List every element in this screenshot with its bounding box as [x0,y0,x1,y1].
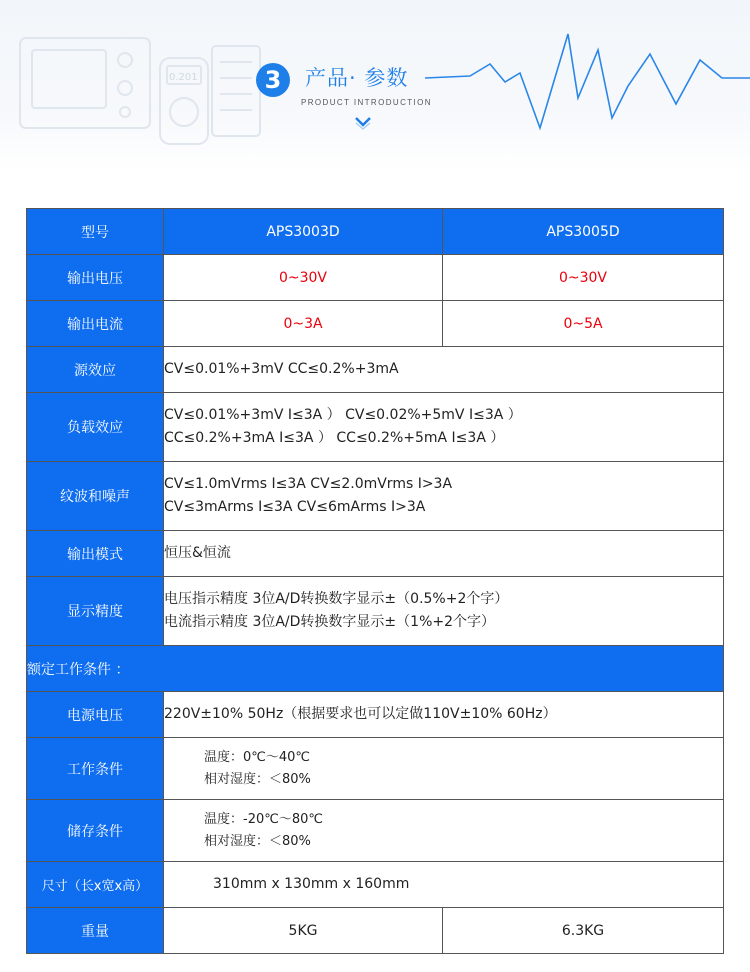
row-label: 显示精度 [27,577,164,646]
output-current-value: 0~3A [164,301,443,347]
ripple-noise-line: CV≤3mArms I≤3A CV≤6mArms I>3A [164,499,426,515]
table-row-rated-conditions [27,646,724,692]
row-label: 重量 [27,908,164,954]
table-row-weight [27,908,724,954]
load-effect-line: CV≤0.01%+3mV I≤3A ） CV≤0.02%+5mV I≤3A ） [164,407,522,423]
display-accuracy-line: 电流指示精度 3位A/D转换数字显示±（1%+2个字） [164,614,496,630]
row-label: 储存条件 [27,800,164,862]
row-label: 工作条件 [27,738,164,800]
table-row-output-voltage [27,255,724,301]
working-humidity: 相对湿度：＜80% [204,771,311,787]
spec-table [26,208,724,954]
model-aps3005d: APS3005D [443,209,724,255]
row-label: 源效应 [27,347,164,393]
section-subtitle: PRODUCT INTRODUCTION [301,98,432,107]
output-voltage-value: 0~30V [164,255,443,301]
table-row-output-mode [27,531,724,577]
row-label: 输出模式 [27,531,164,577]
output-current-value: 0~5A [443,301,724,347]
table-row-model [27,209,724,255]
row-label: 输出电压 [27,255,164,301]
dimensions-value: 310mm x 130mm x 160mm [213,876,410,892]
section-banner [0,0,750,170]
table-row-load-effect [27,393,724,462]
storage-temperature: 温度：-20℃～80℃ [204,811,323,827]
table-row-supply-voltage [27,692,724,738]
pulse-line-icon [425,34,750,128]
row-label: 尺寸（长x宽x高） [27,862,164,908]
load-effect-line: CC≤0.2%+3mA I≤3A ） CC≤0.2%+5mA I≤3A ） [164,430,505,446]
output-mode-value: 恒压&恒流 [164,545,231,561]
source-effect-line: CV≤0.01%+3mV CC≤0.2%+3mA [164,361,399,377]
table-row-dimensions [27,862,724,908]
section-title: 产品· 参数 [305,66,409,90]
section-number-badge: 3 [256,63,290,97]
ripple-noise-line: CV≤1.0mVrms I≤3A CV≤2.0mVrms I>3A [164,476,453,492]
supply-voltage-value: 220V±10% 50Hz（根据要求也可以定做110V±10% 60Hz） [164,706,557,722]
row-label: 型号 [27,209,164,255]
row-label: 负载效应 [27,393,164,462]
table-row-display-accuracy [27,577,724,646]
display-accuracy-line: 电压指示精度 3位A/D转换数字显示±（0.5%+2个字） [164,591,509,607]
row-label: 电源电压 [27,692,164,738]
weight-aps3003d: 5KG [164,908,443,954]
rated-conditions-heading: 额定工作条件 ： [27,646,724,692]
working-temperature: 温度：0℃～40℃ [204,749,311,765]
row-label: 输出电流 [27,301,164,347]
table-row-source-effect [27,347,724,393]
table-row-storage-conditions [27,800,724,862]
meter-display-text: 0.201 [169,72,198,83]
chevron-down-icon [354,116,372,130]
table-row-working-conditions [27,738,724,800]
table-row-ripple-noise [27,462,724,531]
storage-humidity: 相对湿度：＜80% [204,833,311,849]
output-voltage-value: 0~30V [443,255,724,301]
weight-aps3005d: 6.3KG [443,908,724,954]
row-label: 纹波和噪声 [27,462,164,531]
table-row-output-current [27,301,724,347]
model-aps3003d: APS3003D [164,209,443,255]
